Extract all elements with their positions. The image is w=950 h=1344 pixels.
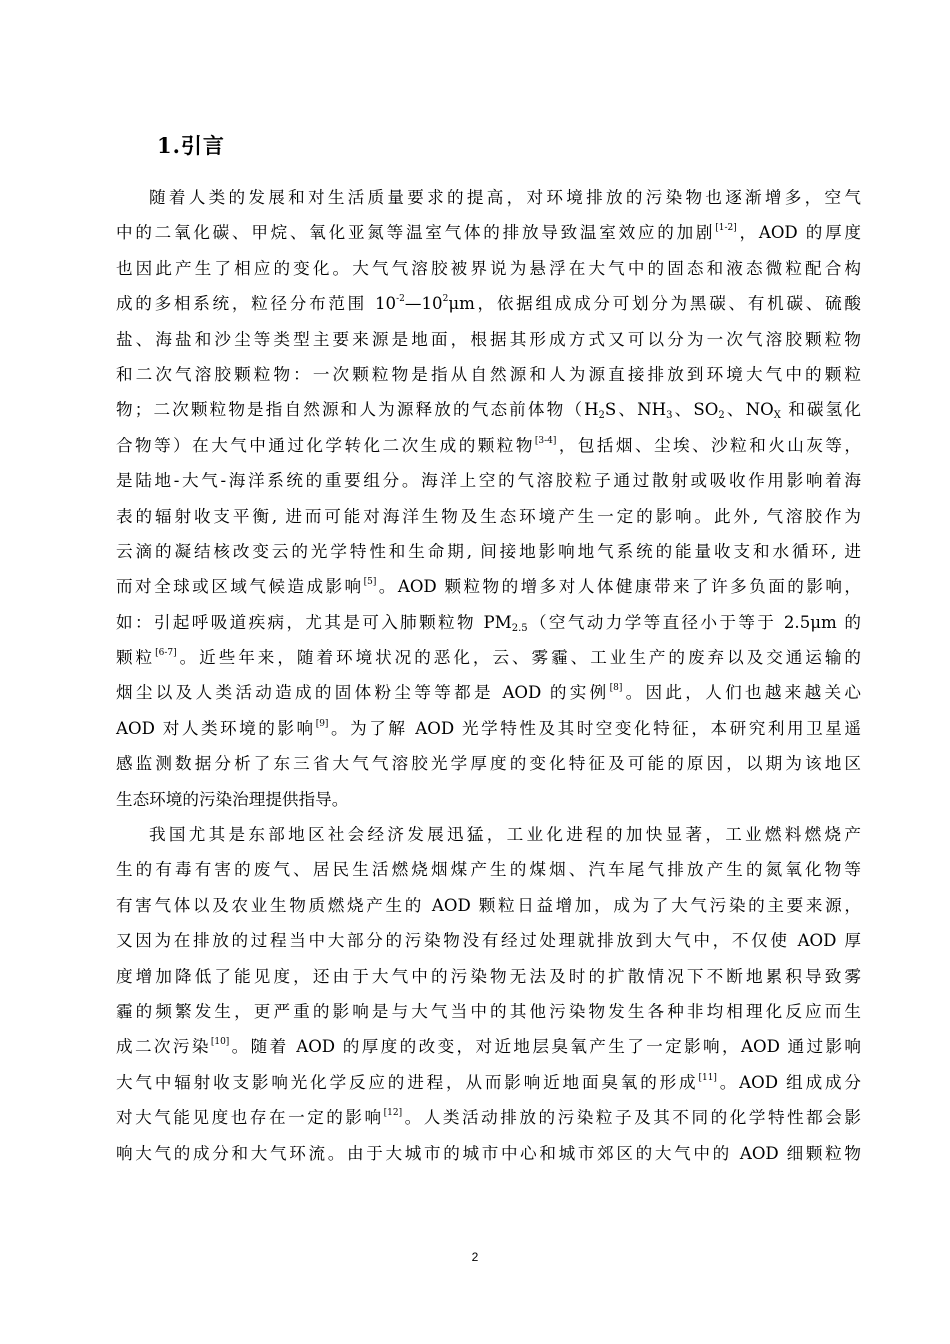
- text-line: 表的辐射收支平衡, 进而可能对海洋生物及生态环境产生一定的影响。此外, 气溶胶作为: [116, 506, 861, 526]
- text-line: 成二次污染[10]。随着 AOD 的厚度的改变，对近地层臭氧产生了一定影响，AOD 通过影响: [116, 1037, 862, 1057]
- text-line: 成的多相系统，粒径分布范围 $10^{-2}—10^2\mu m$，依据组成成分可划分为黑碳、有机碳、硫酸: [116, 294, 861, 314]
- text-line: AOD 对人类环境的影响[9]。为了解 AOD 光学特性及其时空变化特征，本研究利用卫星遥: [116, 718, 861, 738]
- text-line: 又因为在排放的过程当中大部分的污染物没有经过处理就排放到大气中，不仅使 AOD 厚: [116, 931, 861, 951]
- text-line: 有害气体以及农业生物质燃烧产生的 AOD 颗粒日益增加，成为了大气污染的主要来源，: [116, 895, 861, 915]
- section-heading: 1.引言: [157, 133, 225, 158]
- text-line: 生态环境的污染治理提供指导。: [116, 789, 349, 809]
- text-line: 合物等）在大气中通过化学转化二次生成的颗粒物[3-4]，包括烟、尘埃、沙粒和火山灰等，: [116, 435, 861, 455]
- text-line: 物；二次颗粒物是指自然源和人为源释放的气态前体物（$H_2S$、$NH_3$、$SO_2$、$NO_X$ 和碳氢化: [116, 400, 861, 422]
- text-line: 我国尤其是东部地区社会经济发展迅猛，工业化进程的加快显著，工业燃料燃烧产: [149, 825, 861, 845]
- text-line: 是陆地-大气-海洋系统的重要组分。海洋上空的气溶胶粒子通过散射或吸收作用影响着海: [116, 471, 861, 491]
- page-number: 2: [471, 1250, 479, 1264]
- text-line: 对大气能见度也存在一定的影响[12]。人类活动排放的污染粒子及其不同的化学特性都会影: [116, 1108, 862, 1128]
- text-line: 大气中辐射收支影响光化学反应的进程，从而影响近地面臭氧的形成[11]。AOD 组成成分: [116, 1072, 861, 1092]
- text-line: 而对全球或区域气候造成影响[5]。AOD 颗粒物的增多对人体健康带来了许多负面的影响，: [116, 577, 861, 597]
- text-line: 颗粒[6-7]。近些年来，随着环境状况的恶化，云、雾霾、工业生产的废弃以及交通运输的: [116, 648, 861, 668]
- body-text: [116, 180, 861, 1171]
- text-line: 度增加降低了能见度，还由于大气中的污染物无法及时的扩散情况下不断地累积导致雾: [116, 966, 861, 986]
- text-line: 霾的频繁发生，更严重的影响是与大气当中的其他污染物发生各种非均相理化反应而生: [116, 1001, 861, 1021]
- text-line: 也因此产生了相应的变化。大气气溶胶被界说为悬浮在大气中的固态和液态微粒配合构: [116, 258, 861, 278]
- text-line: 烟尘以及人类活动造成的固体粉尘等等都是 AOD 的实例[8]。因此，人们也越来越关心: [116, 683, 861, 703]
- text-line: 和二次气溶胶颗粒物：一次颗粒物是指从自然源和人为源直接排放到环境大气中的颗粒: [116, 364, 861, 384]
- text-line: 如：引起呼吸道疾病，尤其是可入肺颗粒物 $PM_{2.5}$（空气动力学等直径小于等于 2.5μm 的: [116, 612, 861, 634]
- text-line: 盐、海盐和沙尘等类型主要来源是地面，根据其形成方式又可以分为一次气溶胶颗粒物: [116, 329, 861, 349]
- text-line: 感监测数据分析了东三省大气气溶胶光学厚度的变化特征及可能的原因，以期为该地区: [116, 754, 861, 774]
- text-line: 中的二氧化碳、甲烷、氧化亚氮等温室气体的排放导致温室效应的加剧[1-2]，AOD 的厚度: [116, 223, 862, 243]
- text-line: 云滴的凝结核改变云的光学特性和生命期, 间接地影响地气系统的能量收支和水循环, 进: [116, 541, 861, 561]
- text-line: 生的有毒有害的废气、居民生活燃烧烟煤产生的煤烟、汽车尾气排放产生的氮氧化物等: [116, 860, 861, 880]
- text-line: 响大气的成分和大气环流。由于大城市的城市中心和城市郊区的大气中的 AOD 细颗粒物: [116, 1143, 861, 1163]
- text-line: 随着人类的发展和对生活质量要求的提高，对环境排放的污染物也逐渐增多，空气: [149, 188, 861, 207]
